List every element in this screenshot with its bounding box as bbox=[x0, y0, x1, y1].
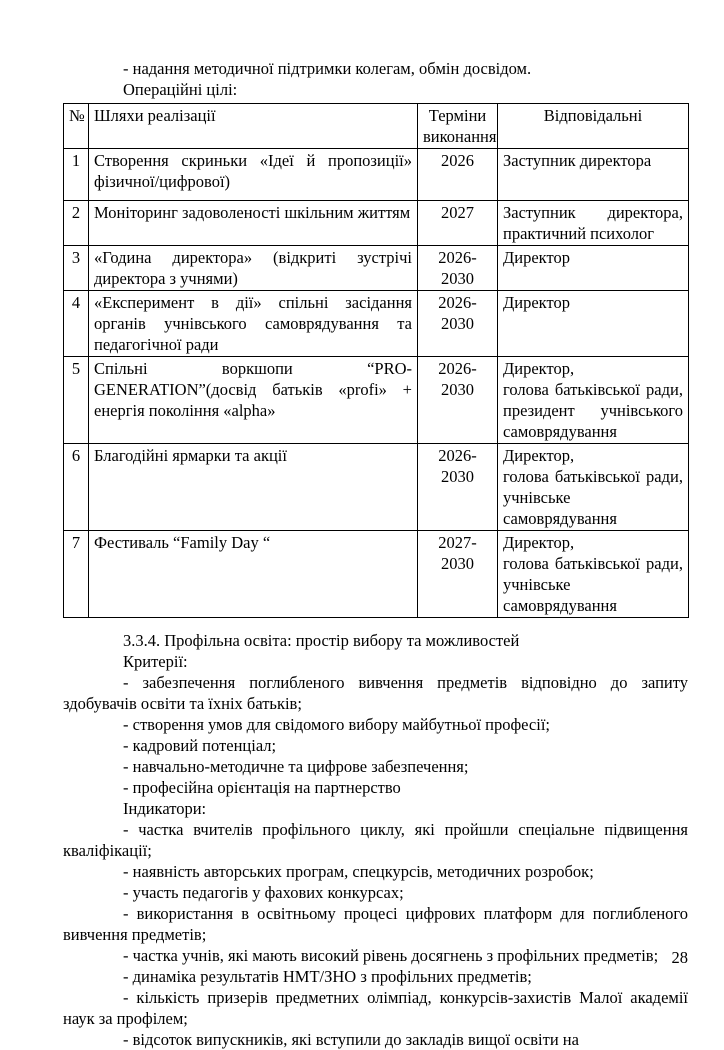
responsible-line: голова батьківської ради, президент учнівського самоврядування bbox=[503, 380, 683, 441]
indicator-item: - участь педагогів у фахових конкурсах; bbox=[123, 883, 404, 902]
row-number: 3 bbox=[64, 246, 89, 291]
term-cell: 2026-2030 bbox=[418, 246, 498, 291]
criteria-item: - забезпечення поглибленого вивчення предметів відповідно до запиту здобувачів освіти та їхніх батьків; bbox=[63, 673, 688, 713]
indicators-label: Індикатори: bbox=[123, 799, 207, 818]
col-header-ways: Шляхи реалізації bbox=[89, 104, 418, 149]
table-row bbox=[64, 149, 689, 201]
ways-cell: Фестиваль “Family Day “ bbox=[89, 531, 418, 618]
term-cell: 2027-2030 bbox=[418, 531, 498, 618]
table-row bbox=[64, 291, 689, 357]
responsible-cell bbox=[498, 149, 689, 201]
operational-goals-table bbox=[63, 103, 689, 618]
col-header-term: Терміни виконання bbox=[418, 104, 498, 149]
responsible-line: Директор bbox=[503, 248, 570, 267]
indicator-item: - динаміка результатів НМТ/ЗНО з профільних предметів; bbox=[123, 967, 532, 986]
ways-cell: Створення скриньки «Ідеї й пропозиції» фізичної/цифрової) bbox=[89, 149, 418, 201]
responsible-line: Заступник директора bbox=[503, 151, 652, 170]
responsible-line: Заступник директора, практичний психолог bbox=[503, 203, 683, 243]
row-number: 4 bbox=[64, 291, 89, 357]
criteria-item: - створення умов для свідомого вибору майбутньої професії; bbox=[123, 715, 550, 734]
ways-cell: Благодійні ярмарки та акції bbox=[89, 444, 418, 531]
table-row bbox=[64, 201, 689, 246]
indicator-item: - відсоток випускників, які вступили до закладів вищої освіти на bbox=[123, 1030, 579, 1049]
row-number: 7 bbox=[64, 531, 89, 618]
table-row bbox=[64, 246, 689, 291]
section-heading: 3.3.4. Профільна освіта: простір вибору та можливостей bbox=[123, 631, 520, 650]
term-cell: 2027 bbox=[418, 201, 498, 246]
row-number: 1 bbox=[64, 149, 89, 201]
col-header-responsible: Відповідальні bbox=[498, 104, 689, 149]
indicator-item: - кількість призерів предметних олімпіад, конкурсів-захистів Малої академії наук за профілем; bbox=[63, 988, 688, 1028]
term-cell: 2026-2030 bbox=[418, 357, 498, 444]
criteria-item: - навчально-методичне та цифрове забезпечення; bbox=[123, 757, 469, 776]
ways-cell: «Експеримент в дії» спільні засідання органів учнівського самоврядування та педагогічної ради bbox=[89, 291, 418, 357]
indicator-item: - частка вчителів профільного циклу, які пройшли спеціальне підвищення кваліфікації; bbox=[63, 820, 688, 860]
table-row bbox=[64, 357, 689, 444]
criteria-label: Критерії: bbox=[123, 652, 188, 671]
responsible-cell bbox=[498, 246, 689, 291]
responsible-line: Директор, bbox=[503, 446, 575, 465]
responsible-cell bbox=[498, 201, 689, 246]
responsible-cell bbox=[498, 531, 689, 618]
responsible-line: Директор, bbox=[503, 359, 575, 378]
ways-cell: Моніторинг задоволеності шкільним життям bbox=[89, 201, 418, 246]
term-cell: 2026 bbox=[418, 149, 498, 201]
intro-line-2: Операційні цілі: bbox=[123, 80, 238, 99]
responsible-line: голова батьківської ради, учнівське самоврядування bbox=[503, 554, 683, 615]
table-header-row bbox=[64, 104, 689, 149]
col-header-number: № bbox=[64, 104, 89, 149]
indicator-item: - частка учнів, які мають високий рівень досягнень з профільних предметів; bbox=[123, 946, 659, 965]
intro-line-1: - надання методичної підтримки колегам, обмін досвідом. bbox=[123, 59, 532, 78]
criteria-item: - професійна орієнтація на партнерство bbox=[123, 778, 401, 797]
responsible-cell bbox=[498, 357, 689, 444]
indicator-item: - наявність авторських програм, спецкурсів, методичних розробок; bbox=[123, 862, 594, 881]
responsible-line: голова батьківської ради, учнівське самоврядування bbox=[503, 467, 683, 528]
responsible-line: Директор, bbox=[503, 533, 575, 552]
table-row bbox=[64, 531, 689, 618]
row-number: 2 bbox=[64, 201, 89, 246]
ways-cell: Спільні воркшопи “PRO-GENERATION”(досвід батьків «profi» + енергія покоління «alpha» bbox=[89, 357, 418, 444]
term-cell: 2026-2030 bbox=[418, 291, 498, 357]
row-number: 5 bbox=[64, 357, 89, 444]
criteria-item: - кадровий потенціал; bbox=[123, 736, 277, 755]
indicator-item: - використання в освітньому процесі цифрових платформ для поглибленого вивчення предметів; bbox=[63, 904, 688, 944]
term-cell: 2026-2030 bbox=[418, 444, 498, 531]
page-number: 28 bbox=[671, 948, 688, 967]
ways-cell: «Година директора» (відкриті зустрічі директора з учнями) bbox=[89, 246, 418, 291]
row-number: 6 bbox=[64, 444, 89, 531]
responsible-cell bbox=[498, 444, 689, 531]
responsible-cell bbox=[498, 291, 689, 357]
table-row bbox=[64, 444, 689, 531]
responsible-line: Директор bbox=[503, 293, 570, 312]
